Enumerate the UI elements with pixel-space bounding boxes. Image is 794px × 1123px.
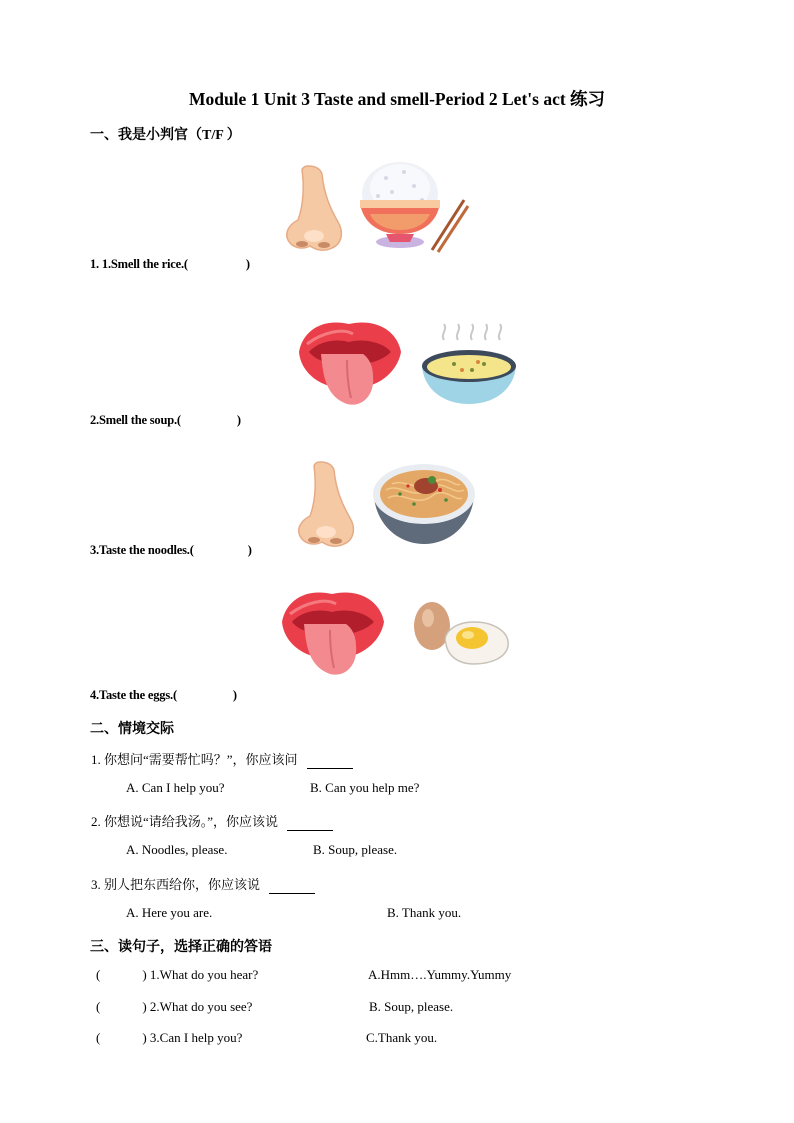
question-4-text: 4.Taste the eggs.( bbox=[90, 688, 177, 702]
question-3 bbox=[90, 543, 252, 558]
match-question-3: ) 3.Can I help you? bbox=[142, 1030, 243, 1045]
section-3-heading: 三、读句子，选择正确的答语 bbox=[90, 940, 272, 955]
question-1-close: ) bbox=[245, 257, 250, 271]
situation-question-3-text: 3. 别人把东西给你，你应该说 bbox=[91, 877, 261, 892]
page-title: Module 1 Unit 3 Taste and smell-Period 2 Let's act 练习 bbox=[188, 89, 606, 109]
question-2-close: ) bbox=[236, 413, 241, 427]
tongue-icon bbox=[293, 316, 405, 408]
match-row-2 bbox=[96, 999, 252, 1015]
situation-answer-blank-2[interactable] bbox=[287, 814, 333, 831]
question-4 bbox=[90, 688, 237, 703]
option-2b[interactable]: B. Soup, please. bbox=[313, 842, 398, 857]
match-answer-b: B. Soup, please. bbox=[369, 999, 454, 1014]
option-1a[interactable]: A. Can I help you? bbox=[126, 780, 225, 795]
noodles-bowl-icon bbox=[370, 460, 478, 548]
match-answer-a: A.Hmm….Yummy.Yummy bbox=[368, 967, 512, 982]
match-open-paren-1: ( bbox=[96, 967, 101, 982]
rice-bowl-icon bbox=[356, 156, 472, 256]
match-answer-c: C.Thank you. bbox=[366, 1030, 438, 1045]
question-1-text: 1. 1.Smell the rice.( bbox=[90, 257, 188, 271]
match-question-1: ) 1.What do you hear? bbox=[142, 967, 259, 982]
question-1 bbox=[90, 257, 250, 272]
question-2 bbox=[90, 413, 241, 428]
tongue-icon bbox=[276, 586, 388, 678]
match-question-2: ) 2.What do you see? bbox=[142, 999, 253, 1014]
question-3-close: ) bbox=[247, 543, 252, 557]
match-open-paren-3: ( bbox=[96, 1030, 101, 1045]
option-3b[interactable]: B. Thank you. bbox=[387, 905, 462, 920]
nose-icon bbox=[284, 164, 346, 254]
situation-question-2 bbox=[91, 811, 333, 831]
option-3a[interactable]: A. Here you are. bbox=[126, 905, 213, 920]
nose-icon bbox=[296, 460, 358, 550]
situation-question-1 bbox=[91, 749, 353, 769]
situation-answer-blank-3[interactable] bbox=[269, 877, 315, 894]
eggs-icon bbox=[412, 598, 512, 668]
question-4-close: ) bbox=[232, 688, 237, 702]
situation-question-3 bbox=[91, 874, 315, 894]
section-2-heading: 二、情境交际 bbox=[90, 722, 174, 737]
match-row-1 bbox=[96, 967, 258, 983]
situation-answer-blank-1[interactable] bbox=[307, 752, 353, 769]
situation-question-2-text: 2. 你想说“请给我汤。”，你应该说 bbox=[91, 814, 279, 829]
section-1-heading: 一、我是小判官（T/F ） bbox=[90, 128, 241, 143]
match-row-3 bbox=[96, 1030, 242, 1046]
option-2a[interactable]: A. Noodles, please. bbox=[126, 842, 228, 857]
situation-question-1-text: 1. 你想问“需要帮忙吗？”，你应该问 bbox=[91, 752, 298, 767]
soup-bowl-icon bbox=[418, 320, 520, 408]
option-1b[interactable]: B. Can you help me? bbox=[310, 780, 420, 795]
question-3-text: 3.Taste the noodles.( bbox=[90, 543, 194, 557]
match-open-paren-2: ( bbox=[96, 999, 101, 1014]
question-2-text: 2.Smell the soup.( bbox=[90, 413, 181, 427]
